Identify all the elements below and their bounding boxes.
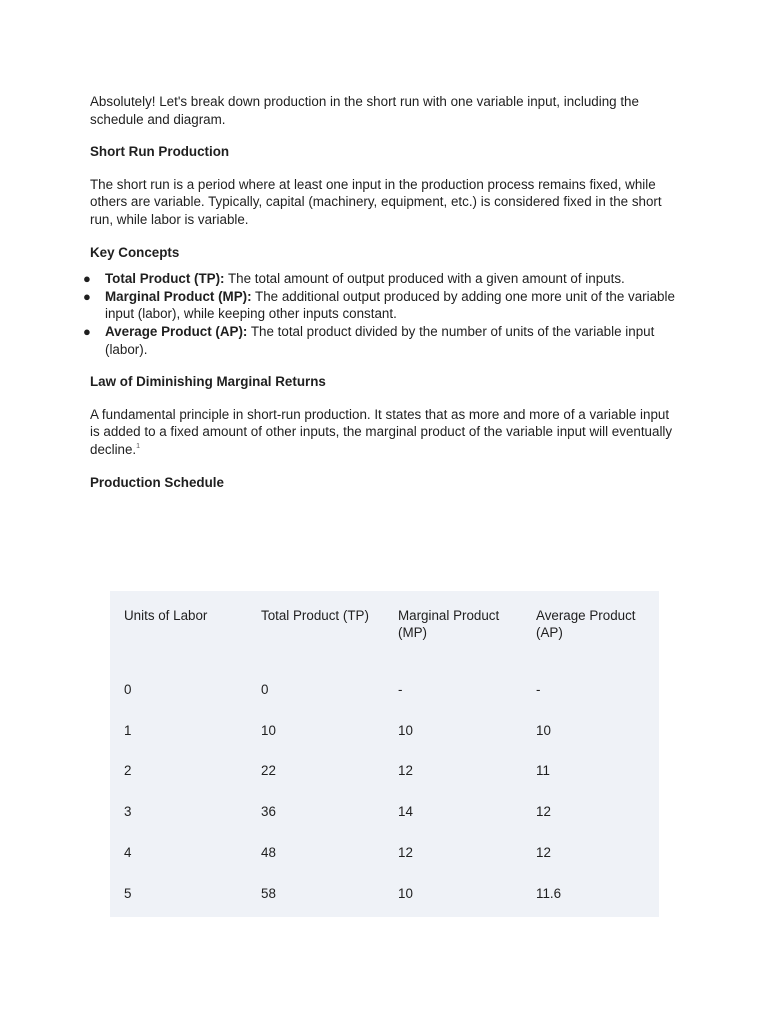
law-paragraph (90, 406, 680, 459)
list-item (83, 288, 680, 323)
table-cell: 10 (536, 722, 551, 738)
table-cell: 3 (124, 804, 132, 820)
table-header-cell: Units of Labor (124, 608, 208, 623)
table-cell: - (536, 682, 541, 697)
concept-definition: The additional output produced by adding one more unit of the variable input (labor), while keeping other inputs constant. (105, 288, 675, 322)
concept-term: Total Product (TP): (105, 271, 225, 287)
table-header-cell: Total Product (TP) (261, 608, 369, 623)
law-text: A fundamental principle in short-run production. It states that as more and more of a variable input is added to a fixed amount of other inputs, the marginal product of the variable input will eventually decline. (90, 406, 673, 457)
table-cell: 5 (124, 885, 132, 901)
table-cell: 0 (261, 682, 269, 697)
table-cell: 14 (398, 804, 413, 820)
table-cell: 10 (261, 722, 276, 738)
table-cell: 0 (124, 682, 132, 697)
intro-paragraph: Absolutely! Let's break down production in the short run with one variable input, including the schedule and diagram. (90, 94, 639, 127)
table-cell: 58 (261, 885, 276, 901)
concept-term: Average Product (AP): (105, 323, 248, 339)
table-cell: 22 (261, 763, 276, 779)
bullet-icon: ● (83, 288, 91, 304)
table-cell: 4 (124, 844, 132, 860)
table-cell: 11 (536, 763, 550, 779)
schedule-heading: Production Schedule (90, 474, 224, 490)
concept-term: Marginal Product (MP): (105, 288, 252, 304)
table-cell: 48 (261, 844, 276, 860)
short-run-paragraph: The short run is a period where at least one input in the production process remains fixed, while others are variable. Typically, capital (machinery, equipment, etc.) is considered fixed in the short run, while labor is variable. (90, 176, 662, 227)
key-concepts-heading: Key Concepts (90, 244, 180, 260)
table-header-cell: Average Product (AP) (536, 608, 636, 640)
table-cell: 12 (536, 804, 551, 820)
key-concepts-list (83, 270, 680, 358)
table-cell: 1 (124, 722, 132, 738)
table-cell: 11.6 (536, 885, 562, 901)
production-schedule-table (110, 591, 659, 917)
footnote-marker[interactable]: 1 (136, 442, 141, 450)
table-cell: 12 (536, 844, 551, 860)
document-body (83, 93, 680, 506)
bullet-icon: ● (83, 271, 91, 287)
table-cell: 2 (124, 763, 132, 779)
table-cell: 36 (261, 804, 276, 820)
list-item (83, 323, 680, 358)
concept-definition: The total amount of output produced with a given amount of inputs. (224, 271, 625, 287)
table-cell: 10 (398, 885, 413, 901)
law-heading: Law of Diminishing Marginal Returns (90, 374, 326, 390)
table-cell: 12 (398, 844, 413, 860)
list-item (83, 270, 680, 288)
table-cell: - (398, 682, 403, 697)
table-header-cell: Marginal Product (MP) (398, 608, 500, 640)
bullet-icon: ● (83, 323, 91, 339)
table-cell: 12 (398, 763, 413, 779)
short-run-heading: Short Run Production (90, 144, 230, 160)
table-cell: 10 (398, 722, 413, 738)
concept-definition: The total product divided by the number of units of the variable input (labor). (105, 323, 655, 357)
